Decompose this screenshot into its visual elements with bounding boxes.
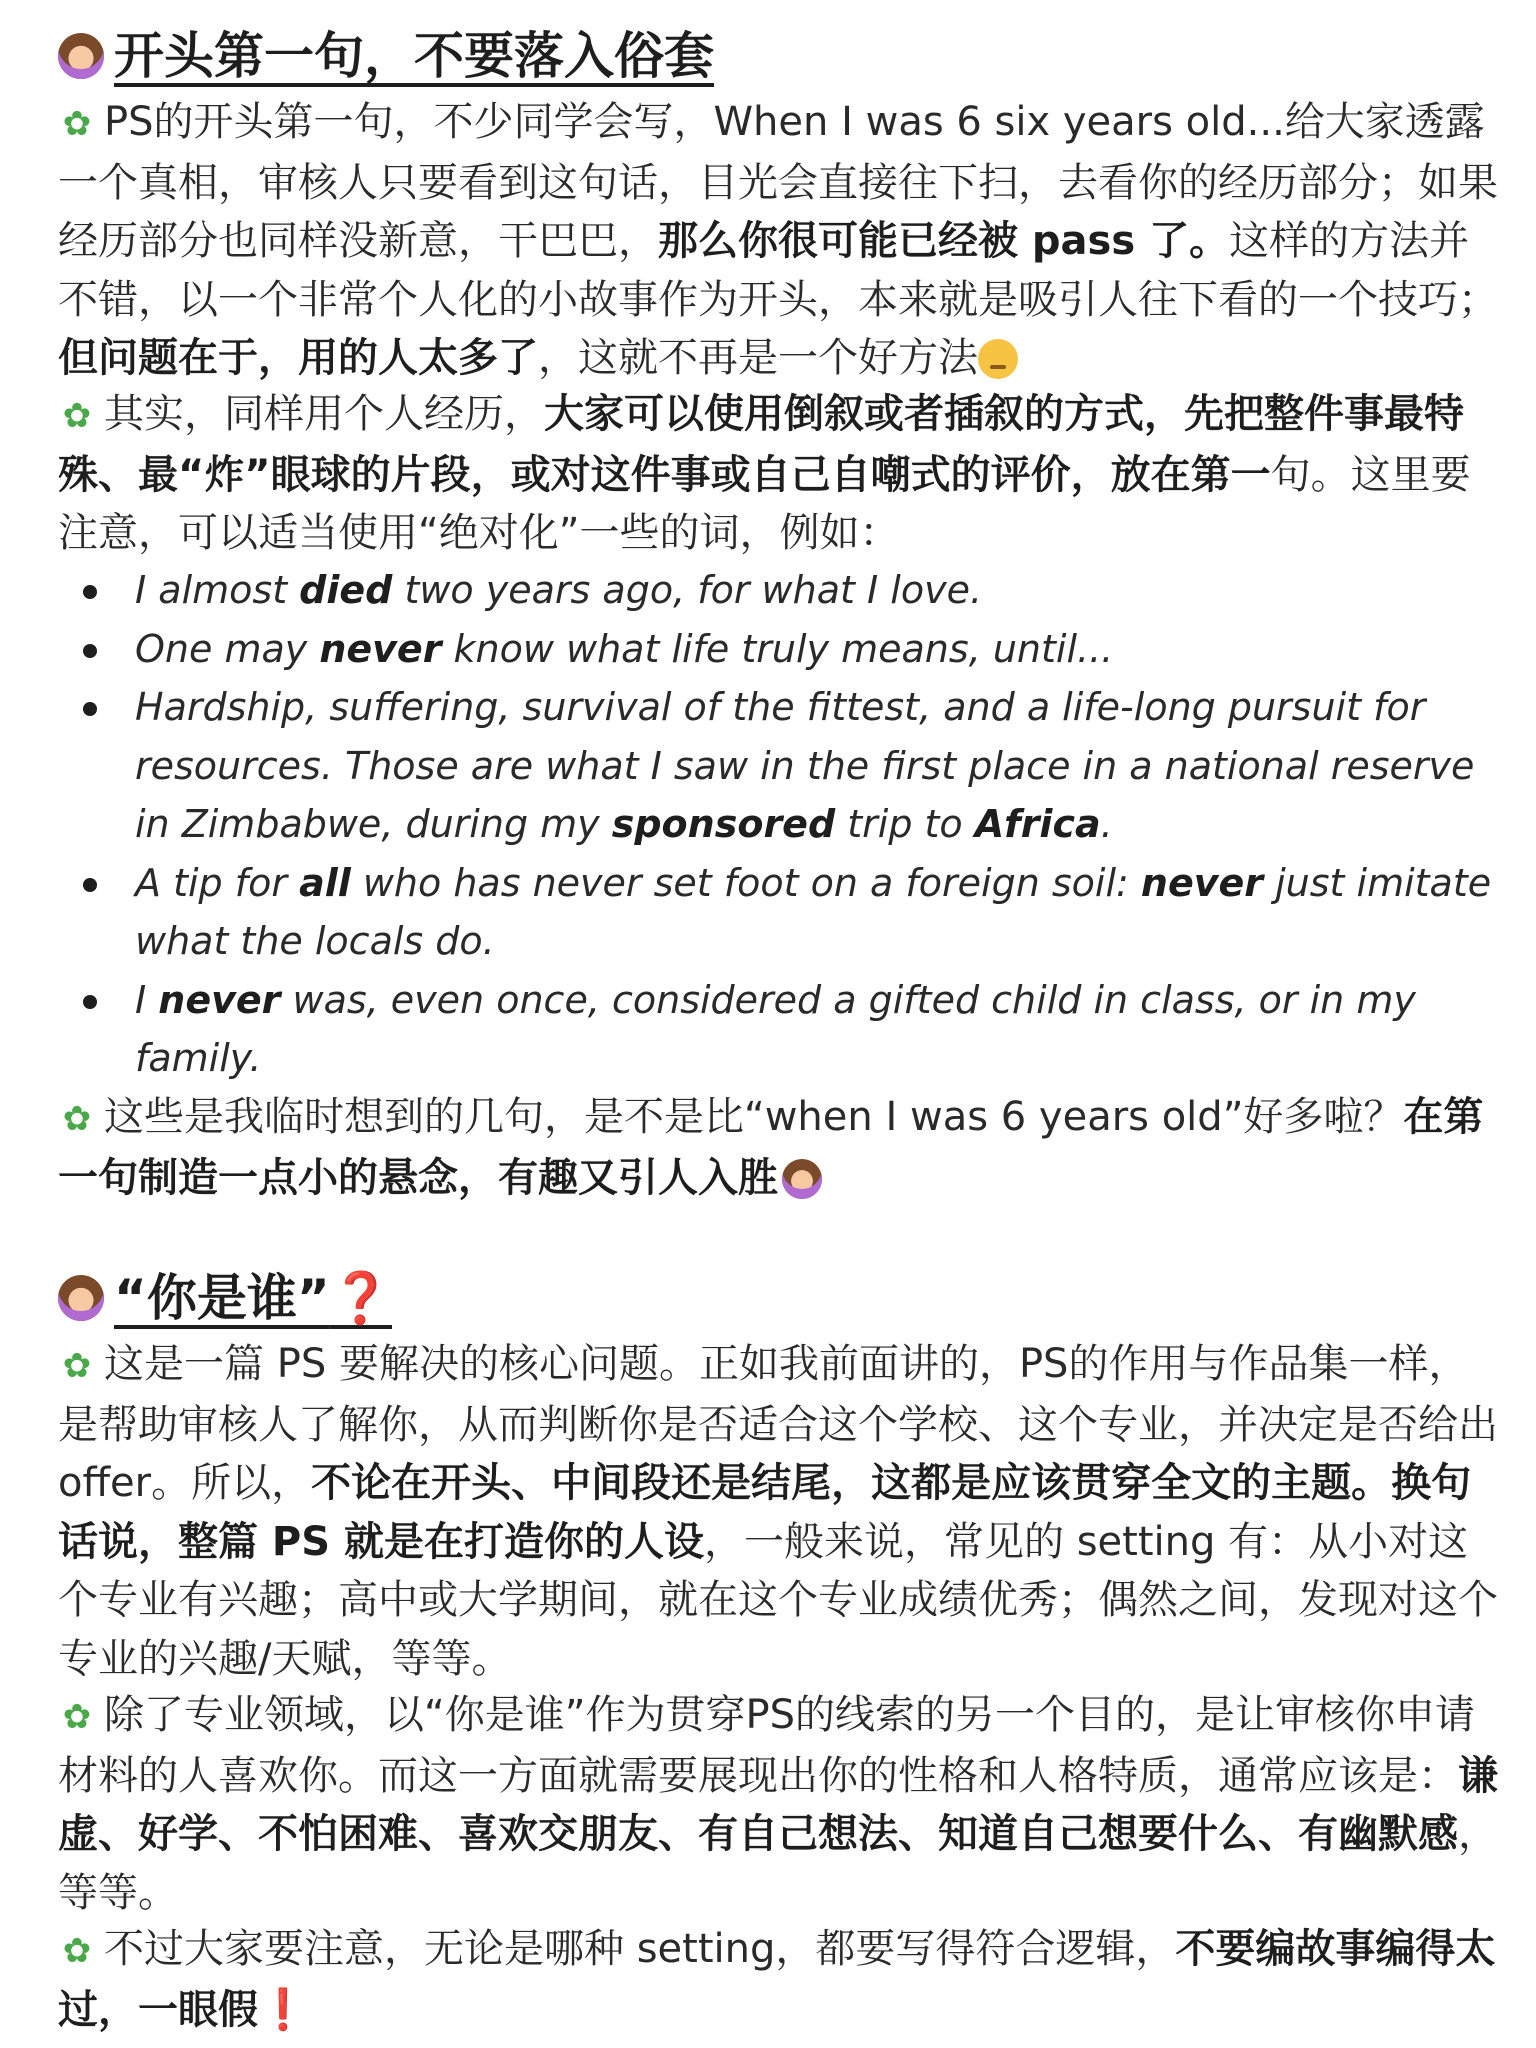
bold-text: 不论在开头、中间段还是结尾，这都是应该贯穿全文的主题。换句话说，整篇 PS 就是在打造你的人设: [58, 1460, 1472, 1565]
woman-gesturing-ok-icon: [58, 33, 104, 79]
section1-paragraph-1: [58, 93, 1498, 388]
fairy-icon: ✿: [62, 396, 92, 436]
list-item: I never was, even once, considered a gifted child in class, or in my family.: [58, 971, 1498, 1088]
section2-paragraph-3: [58, 1920, 1498, 2039]
section2-paragraph-2: [58, 1686, 1498, 1922]
bold-text: 在第一句制造一点小的悬念，有趣又引人入胜: [58, 1094, 1484, 1201]
fairy-icon: ✿: [62, 1697, 92, 1737]
text: ，一般来说，常见的 setting 有：从小对这个专业有兴趣；高中或大学期间，就在这个专业成绩优秀；偶然之间，发现对这个专业的兴趣/天赋，等等。: [58, 1518, 1498, 1682]
text: 这些是我临时想到的几句，是不是比“when I was 6 years old”好多啦？: [104, 1094, 1404, 1140]
bold-text: 不要编故事编得太过，一眼假: [58, 1926, 1496, 2033]
list-item: I almost died two years ago, for what I love.: [58, 561, 1498, 620]
example-sentence-list: [58, 561, 1498, 1088]
section1-paragraph-2: [58, 385, 1498, 563]
fairy-icon: ✿: [62, 1346, 92, 1386]
red-question-mark-icon: ❓: [329, 1269, 392, 1327]
red-exclamation-icon: ❗: [258, 1986, 308, 2033]
pensive-face-icon: [978, 339, 1018, 379]
bold-text: 谦虚、好学、不怕困难、喜欢交朋友、有自己想法、知道自己想要什么、有幽默感: [58, 1752, 1498, 1857]
text: PS的开头第一句，不少同学会写，When I was 6 six years old...给大家透露一个真相，审核人只要看到这句话，目光会直接往下扫，去看你的经历部分；如果经历部分也同样没新意，干巴巴，: [58, 99, 1498, 264]
text: 这是一篇 PS 要解决的核心问题。正如我前面讲的，PS的作用与作品集一样，是帮助审核人了解你，从而判断你是否适合这个学校、这个专业，并决定是否给出 offer。所以，: [58, 1341, 1498, 1506]
section1-paragraph-3: [58, 1088, 1498, 1207]
text: 除了专业领域，以“你是谁”作为贯穿PS的线索的另一个目的，是让审核你申请材料的人喜欢你。而这一方面就需要展现出你的性格和人格特质，通常应该是：: [58, 1692, 1475, 1799]
section2-paragraph-1: [58, 1335, 1498, 1688]
list-item: A tip for all who has never set foot on a foreign soil: never just imitate what the locals do.: [58, 854, 1498, 971]
fairy-icon: ✿: [62, 104, 92, 144]
bold-text: 那么你很可能已经被 pass 了。: [658, 218, 1230, 264]
section1-title: 开头第一句，不要落入俗套: [114, 27, 714, 85]
list-item: One may never know what life truly means, until...: [58, 620, 1498, 679]
section2-title: “你是谁”: [114, 1269, 330, 1327]
list-item: Hardship, suffering, survival of the fittest, and a life-long pursuit for resources. Those are what I saw in the first place in a national reserve in Zimbabwe, during my sponsored trip to Africa.: [58, 678, 1498, 854]
text: 句。这里要注意，可以适当使用“绝对化”一些的词，例如：: [58, 451, 1471, 556]
fairy-icon: ✿: [62, 1931, 92, 1971]
text: ，这就不再是一个好方法: [538, 335, 978, 381]
bold-text: 但问题在于，用的人太多了: [58, 335, 538, 381]
woman-gesturing-ok-icon: [58, 1275, 104, 1321]
text: 其实，同样用个人经历，: [104, 391, 544, 437]
bold-text: 大家可以使用倒叙或者插叙的方式，先把整件事最特殊、最“炸”眼球的片段，或对这件事或自己自嘲式的评价，放在第一: [58, 391, 1464, 498]
text: ，等等。: [58, 1811, 1498, 1916]
woman-gesturing-ok-icon: [782, 1159, 822, 1199]
text: 不过大家要注意，无论是哪种 setting，都要写得符合逻辑，: [104, 1926, 1176, 1972]
section1-heading: [58, 25, 1498, 87]
text: 这样的方法并不错，以一个非常个人化的小故事作为开头，本来就是吸引人往下看的一个技巧；: [58, 218, 1498, 323]
section2-heading: [58, 1267, 1498, 1329]
fairy-icon: ✿: [62, 1099, 92, 1139]
